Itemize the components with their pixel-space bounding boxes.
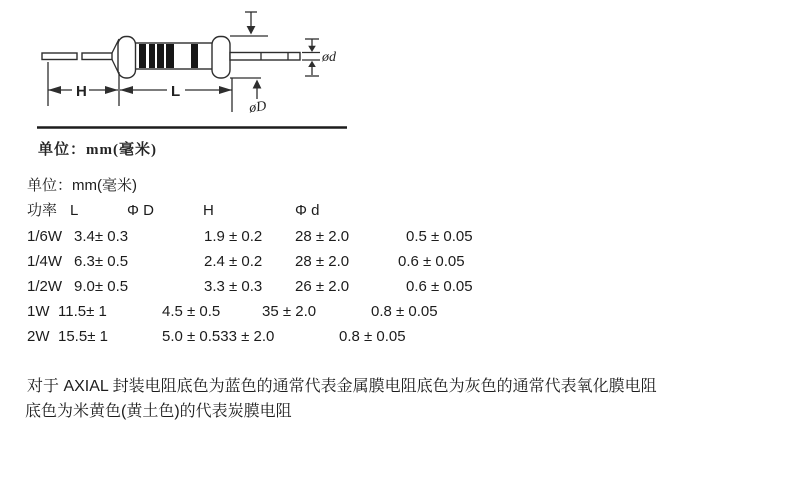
cell: 1.9 ± 0.2: [204, 228, 263, 245]
dim-label-lead-diameter: ød: [322, 50, 336, 65]
cell: 0.6 ± 0.05: [406, 278, 473, 295]
cell: 0.5 ± 0.05: [406, 228, 473, 245]
cell: 3.4± 0.3: [74, 228, 129, 245]
cell: 0.6 ± 0.05: [398, 253, 465, 270]
dimension-h: [48, 62, 119, 106]
cell: 15.5± 1: [58, 328, 108, 345]
dimension-l: [120, 78, 232, 112]
cell: 28 ± 2.0: [295, 253, 350, 270]
cell: 5.0 ± 0.533 ± 2.0: [162, 328, 275, 345]
cell: 35 ± 2.0: [262, 303, 317, 320]
dim-label-l: L: [171, 83, 181, 100]
row-label: 1/2W: [27, 278, 63, 295]
col-header-h: H: [203, 202, 214, 219]
row-label: 1/4W: [27, 253, 63, 270]
unit-label: 单位：mm(毫米): [27, 177, 137, 194]
color-code-note-line-2: 底色为米黄色(黄土色)的代表炭膜电阻: [25, 403, 292, 420]
cell: 0.8 ± 0.05: [371, 303, 438, 320]
dimension-lead-diameter: [302, 39, 337, 76]
resistor-dimension-diagram: [0, 0, 360, 135]
row-label: 1/6W: [27, 228, 63, 245]
color-code-note-line-1: 对于 AXIAL 封装电阻底色为蓝色的通常代表金属膜电阻底色为灰色的通常代表氧化膜电阻: [27, 378, 657, 395]
cell: 3.3 ± 0.3: [204, 278, 263, 295]
col-header-phi-d-body: Φ D: [127, 202, 154, 219]
cell: 11.5± 1: [58, 303, 107, 320]
dimension-body-diameter: [230, 12, 268, 116]
cell: 4.5 ± 0.5: [162, 303, 221, 320]
cell: 0.8 ± 0.05: [339, 328, 406, 345]
cell: 9.0± 0.5: [74, 278, 129, 295]
cell: 2.4 ± 0.2: [204, 253, 263, 270]
cell: 6.3± 0.5: [74, 253, 129, 270]
col-header-l: L: [70, 202, 79, 219]
row-label: 2W: [27, 328, 50, 345]
dim-label-body-diameter: øD: [248, 98, 268, 117]
col-header-phi-d-lead: Φ d: [295, 202, 320, 219]
cell: 28 ± 2.0: [295, 228, 350, 245]
dim-label-h: H: [76, 83, 87, 100]
col-header-power: 功率: [27, 202, 58, 219]
diagram-unit-caption: 单位：mm(毫米): [38, 142, 157, 158]
resistor-body-drawing: [42, 37, 300, 79]
cell: 26 ± 2.0: [295, 278, 350, 295]
row-label: 1W: [27, 303, 50, 320]
